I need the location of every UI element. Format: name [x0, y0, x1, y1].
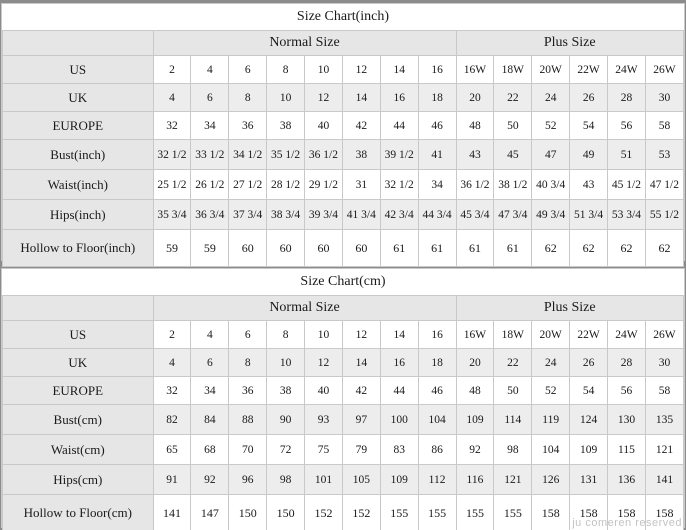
cell: 42: [342, 112, 380, 140]
cell: 10: [267, 349, 305, 377]
cell: 155: [418, 495, 456, 530]
cell: 135: [645, 405, 683, 435]
cell: 58: [645, 112, 683, 140]
cell: 104: [532, 435, 570, 465]
cell: 38: [342, 140, 380, 170]
cell: 136: [608, 465, 646, 495]
table-row: [3, 405, 684, 435]
cell: 26W: [645, 321, 683, 349]
cell: 51: [608, 140, 646, 170]
cell: 24W: [608, 56, 646, 84]
cell: 34: [418, 170, 456, 200]
cell: 24: [532, 349, 570, 377]
cell: 10: [305, 56, 343, 84]
cell: 158: [570, 495, 608, 530]
cell: 83: [380, 435, 418, 465]
cell: 18: [418, 84, 456, 112]
cell: 33 1/2: [191, 140, 229, 170]
cell: 38 1/2: [494, 170, 532, 200]
table-row: [3, 349, 684, 377]
cell: 32 1/2: [380, 170, 418, 200]
cell: 79: [342, 435, 380, 465]
cell: 26: [570, 84, 608, 112]
cell: 16: [380, 349, 418, 377]
cell: 124: [570, 405, 608, 435]
cell: 38: [267, 112, 305, 140]
cell: 12: [342, 321, 380, 349]
cell: 24: [532, 84, 570, 112]
table-row: [3, 200, 684, 230]
cell: 52: [532, 377, 570, 405]
cell: 6: [191, 349, 229, 377]
cell: 20: [456, 349, 494, 377]
cell: 155: [456, 495, 494, 530]
cell: 42 3/4: [380, 200, 418, 230]
table-title-row: [3, 4, 684, 31]
cell: 4: [191, 56, 229, 84]
row-label: US: [3, 321, 154, 349]
cell: 131: [570, 465, 608, 495]
cell: 97: [342, 405, 380, 435]
cell: 141: [153, 495, 191, 530]
cell: 45: [494, 140, 532, 170]
cell: 41 3/4: [342, 200, 380, 230]
cell: 82: [153, 405, 191, 435]
cell: 41: [418, 140, 456, 170]
cell: 47: [532, 140, 570, 170]
cell: 36: [229, 377, 267, 405]
cell: 60: [267, 230, 305, 267]
cell: 56: [608, 377, 646, 405]
cell: 56: [608, 112, 646, 140]
cell: 61: [456, 230, 494, 267]
cell: 16W: [456, 321, 494, 349]
cell: 48: [456, 377, 494, 405]
cell: 121: [645, 435, 683, 465]
cell: 10: [267, 84, 305, 112]
cell: 60: [342, 230, 380, 267]
cell: 37 3/4: [229, 200, 267, 230]
cell: 18W: [494, 56, 532, 84]
cell: 147: [191, 495, 229, 530]
cell: 43: [456, 140, 494, 170]
cell: 60: [305, 230, 343, 267]
row-label: Bust(inch): [3, 140, 154, 170]
cell: 55 1/2: [645, 200, 683, 230]
cell: 114: [494, 405, 532, 435]
chart-title: Size Chart(cm): [3, 269, 684, 296]
cell: 65: [153, 435, 191, 465]
cell: 22: [494, 84, 532, 112]
corner-cell: [3, 31, 154, 56]
size-chart-cm: [1, 268, 685, 528]
cell: 26W: [645, 56, 683, 84]
cell: 62: [645, 230, 683, 267]
cell: 29 1/2: [305, 170, 343, 200]
cell: 44 3/4: [418, 200, 456, 230]
row-label: Hips(cm): [3, 465, 154, 495]
cell: 4: [153, 84, 191, 112]
cell: 8: [267, 56, 305, 84]
cell: 8: [229, 84, 267, 112]
cell: 16W: [456, 56, 494, 84]
size-table-cm: [2, 269, 684, 530]
cell: 52: [532, 112, 570, 140]
cell: 35 3/4: [153, 200, 191, 230]
cell: 158: [645, 495, 683, 530]
cell: 130: [608, 405, 646, 435]
cell: 32: [153, 112, 191, 140]
cell: 40: [305, 112, 343, 140]
cell: 54: [570, 377, 608, 405]
group-header-plus: Plus Size: [456, 31, 684, 56]
row-label: Bust(cm): [3, 405, 154, 435]
cell: 84: [191, 405, 229, 435]
table-row: [3, 435, 684, 465]
cell: 47 3/4: [494, 200, 532, 230]
cell: 109: [456, 405, 494, 435]
table-title-row: [3, 269, 684, 296]
cell: 49: [570, 140, 608, 170]
table-group-row: [3, 296, 684, 321]
watermark-text: ju comeren reserved: [572, 517, 682, 529]
cell: 86: [418, 435, 456, 465]
cell: 44: [380, 377, 418, 405]
cell: 16: [380, 84, 418, 112]
cell: 39 3/4: [305, 200, 343, 230]
cell: 32: [153, 377, 191, 405]
cell: 53 3/4: [608, 200, 646, 230]
cell: 6: [229, 56, 267, 84]
cell: 30: [645, 84, 683, 112]
cell: 35 1/2: [267, 140, 305, 170]
cell: 112: [418, 465, 456, 495]
cell: 22: [494, 349, 532, 377]
cell: 155: [494, 495, 532, 530]
cell: 61: [380, 230, 418, 267]
cell: 46: [418, 112, 456, 140]
cell: 141: [645, 465, 683, 495]
cell: 92: [456, 435, 494, 465]
cell: 75: [305, 435, 343, 465]
cell: 51 3/4: [570, 200, 608, 230]
table-row: [3, 495, 684, 530]
cell: 49 3/4: [532, 200, 570, 230]
cell: 10: [305, 321, 343, 349]
cell: 16: [418, 321, 456, 349]
row-label: EUROPE: [3, 112, 154, 140]
cell: 42: [342, 377, 380, 405]
row-label: Hips(inch): [3, 200, 154, 230]
cell: 34: [191, 112, 229, 140]
table-row: [3, 230, 684, 267]
row-label: EUROPE: [3, 377, 154, 405]
size-chart-inch: [1, 3, 685, 261]
cell: 31: [342, 170, 380, 200]
cell: 100: [380, 405, 418, 435]
table-row: [3, 170, 684, 200]
cell: 96: [229, 465, 267, 495]
cell: 12: [305, 84, 343, 112]
cell: 12: [342, 56, 380, 84]
cell: 16: [418, 56, 456, 84]
cell: 91: [153, 465, 191, 495]
cell: 90: [267, 405, 305, 435]
corner-cell: [3, 296, 154, 321]
table-group-row: [3, 31, 684, 56]
cell: 18W: [494, 321, 532, 349]
cell: 62: [608, 230, 646, 267]
cell: 22W: [570, 321, 608, 349]
cell: 116: [456, 465, 494, 495]
cell: 34: [191, 377, 229, 405]
cell: 30: [645, 349, 683, 377]
cell: 32 1/2: [153, 140, 191, 170]
cell: 93: [305, 405, 343, 435]
row-label: Waist(inch): [3, 170, 154, 200]
cell: 45 3/4: [456, 200, 494, 230]
cell: 2: [153, 321, 191, 349]
table-row: [3, 84, 684, 112]
cell: 101: [305, 465, 343, 495]
cell: 38 3/4: [267, 200, 305, 230]
cell: 28: [608, 84, 646, 112]
row-label: Hollow to Floor(inch): [3, 230, 154, 267]
cell: 8: [267, 321, 305, 349]
cell: 18: [418, 349, 456, 377]
cell: 36 1/2: [456, 170, 494, 200]
table-row: [3, 140, 684, 170]
cell: 36 1/2: [305, 140, 343, 170]
cell: 105: [342, 465, 380, 495]
cell: 2: [153, 56, 191, 84]
cell: 14: [380, 56, 418, 84]
cell: 70: [229, 435, 267, 465]
table-row: [3, 56, 684, 84]
cell: 26 1/2: [191, 170, 229, 200]
cell: 115: [608, 435, 646, 465]
cell: 26: [570, 349, 608, 377]
cell: 61: [494, 230, 532, 267]
cell: 48: [456, 112, 494, 140]
cell: 22W: [570, 56, 608, 84]
cell: 34 1/2: [229, 140, 267, 170]
cell: 40 3/4: [532, 170, 570, 200]
cell: 40: [305, 377, 343, 405]
cell: 59: [153, 230, 191, 267]
cell: 20: [456, 84, 494, 112]
cell: 36 3/4: [191, 200, 229, 230]
cell: 119: [532, 405, 570, 435]
cell: 14: [380, 321, 418, 349]
cell: 14: [342, 349, 380, 377]
cell: 109: [380, 465, 418, 495]
cell: 28 1/2: [267, 170, 305, 200]
cell: 158: [532, 495, 570, 530]
cell: 36: [229, 112, 267, 140]
cell: 27 1/2: [229, 170, 267, 200]
cell: 152: [305, 495, 343, 530]
cell: 45 1/2: [608, 170, 646, 200]
cell: 98: [494, 435, 532, 465]
cell: 150: [267, 495, 305, 530]
row-label: Waist(cm): [3, 435, 154, 465]
cell: 50: [494, 377, 532, 405]
cell: 59: [191, 230, 229, 267]
cell: 54: [570, 112, 608, 140]
cell: 61: [418, 230, 456, 267]
row-label: US: [3, 56, 154, 84]
cell: 47 1/2: [645, 170, 683, 200]
cell: 50: [494, 112, 532, 140]
cell: 72: [267, 435, 305, 465]
cell: 126: [532, 465, 570, 495]
group-header-normal: Normal Size: [153, 296, 456, 321]
row-label: UK: [3, 84, 154, 112]
cell: 24W: [608, 321, 646, 349]
cell: 46: [418, 377, 456, 405]
cell: 39 1/2: [380, 140, 418, 170]
cell: 58: [645, 377, 683, 405]
cell: 20W: [532, 321, 570, 349]
cell: 155: [380, 495, 418, 530]
cell: 38: [267, 377, 305, 405]
cell: 28: [608, 349, 646, 377]
cell: 44: [380, 112, 418, 140]
cell: 8: [229, 349, 267, 377]
cell: 62: [532, 230, 570, 267]
group-header-normal: Normal Size: [153, 31, 456, 56]
cell: 14: [342, 84, 380, 112]
cell: 62: [570, 230, 608, 267]
cell: 121: [494, 465, 532, 495]
table-row: [3, 465, 684, 495]
cell: 4: [191, 321, 229, 349]
cell: 158: [608, 495, 646, 530]
cell: 53: [645, 140, 683, 170]
cell: 88: [229, 405, 267, 435]
table-row: [3, 377, 684, 405]
table-row: [3, 321, 684, 349]
cell: 152: [342, 495, 380, 530]
cell: 12: [305, 349, 343, 377]
chart-title: Size Chart(inch): [3, 4, 684, 31]
cell: 109: [570, 435, 608, 465]
cell: 92: [191, 465, 229, 495]
cell: 43: [570, 170, 608, 200]
group-header-plus: Plus Size: [456, 296, 684, 321]
cell: 4: [153, 349, 191, 377]
cell: 6: [229, 321, 267, 349]
row-label: UK: [3, 349, 154, 377]
cell: 20W: [532, 56, 570, 84]
size-table-inch: [2, 4, 684, 267]
row-label: Hollow to Floor(cm): [3, 495, 154, 530]
cell: 6: [191, 84, 229, 112]
cell: 104: [418, 405, 456, 435]
cell: 60: [229, 230, 267, 267]
cell: 25 1/2: [153, 170, 191, 200]
table-row: [3, 112, 684, 140]
cell: 150: [229, 495, 267, 530]
cell: 98: [267, 465, 305, 495]
cell: 68: [191, 435, 229, 465]
